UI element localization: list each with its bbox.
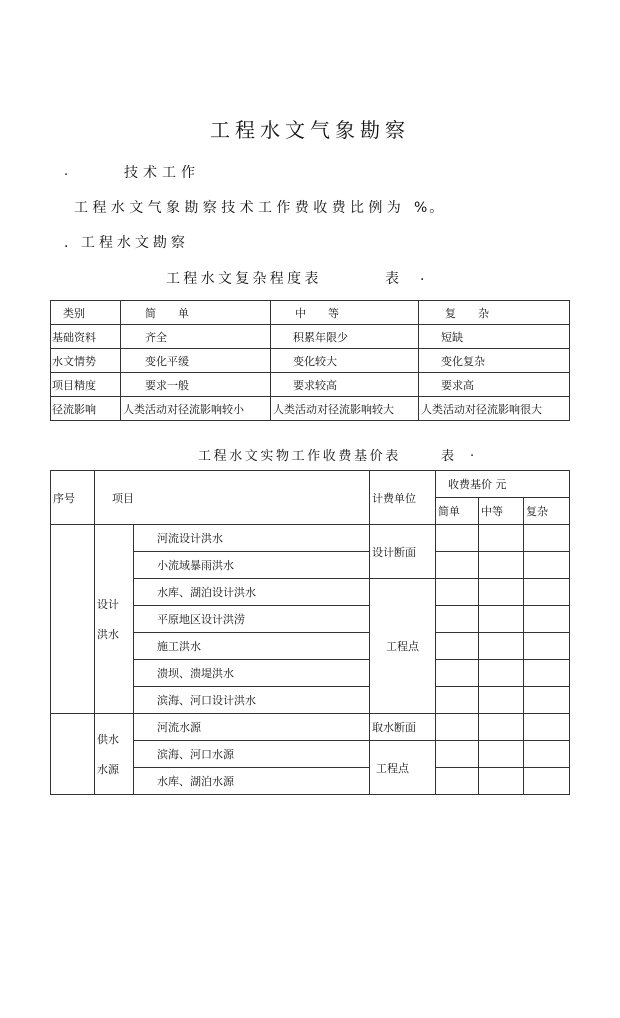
table1-caption: 工程水文复杂程度表	[166, 271, 322, 287]
header-level-medium: 中等	[479, 498, 524, 525]
table-cell: 人类活动对径流影响较大	[271, 397, 419, 421]
table-row	[51, 373, 570, 397]
table-cell: 取水断面	[370, 714, 436, 741]
table-cell	[524, 525, 570, 552]
table-cell: 径流影响	[51, 397, 121, 421]
table-row	[51, 397, 570, 421]
table2-caption-label: 表	[441, 449, 455, 464]
table-cell: 小流域暴雨洪水	[134, 552, 370, 579]
header-item: 项目	[95, 471, 370, 525]
table1-caption-number: .	[420, 268, 425, 284]
table-cell	[436, 579, 479, 606]
table-cell	[436, 768, 479, 795]
table-cell: 人类活动对径流影响很大	[419, 397, 570, 421]
table-cell: 工程点	[370, 579, 436, 714]
header-simple: 简 单	[121, 301, 271, 325]
group2-name-line2: 水源	[97, 763, 119, 776]
table-cell	[524, 552, 570, 579]
table-cell	[51, 525, 95, 714]
section1-heading: 技术工作	[124, 165, 200, 181]
header-seq: 序号	[51, 471, 95, 525]
table-cell	[524, 633, 570, 660]
group1-name-line1: 设计	[97, 598, 119, 611]
table-cell	[524, 660, 570, 687]
table-cell: 水库、湖泊设计洪水	[134, 579, 370, 606]
table-cell	[479, 525, 524, 552]
page-title: 工程水文气象勘察	[210, 118, 410, 142]
table-cell: 工程点	[370, 741, 436, 795]
table-cell: 平原地区设计洪涝	[134, 606, 370, 633]
table-row	[51, 714, 570, 741]
table1-caption-label: 表	[385, 271, 402, 287]
table2-caption: 工程水文实物工作收费基价表	[198, 449, 401, 464]
group2-name-line1: 供水	[97, 733, 119, 746]
header-complex: 复 杂	[419, 301, 570, 325]
table-cell	[479, 633, 524, 660]
table-cell	[524, 768, 570, 795]
table-cell: 短缺	[419, 325, 570, 349]
table-cell	[479, 714, 524, 741]
table-cell	[524, 606, 570, 633]
table-cell	[479, 552, 524, 579]
table-cell	[436, 714, 479, 741]
header-medium: 中 等	[271, 301, 419, 325]
table-cell: 要求高	[419, 373, 570, 397]
table-cell: 变化复杂	[419, 349, 570, 373]
table-cell	[479, 741, 524, 768]
table-cell: 基础资料	[51, 325, 121, 349]
header-unit: 计费单位	[370, 471, 436, 525]
table-cell: 滨海、河口水源	[134, 741, 370, 768]
table-cell: 要求一般	[121, 373, 271, 397]
complexity-table	[50, 300, 570, 421]
spacer	[97, 747, 133, 761]
table-cell	[436, 606, 479, 633]
table-cell	[436, 525, 479, 552]
table-cell	[479, 768, 524, 795]
table-cell: 人类活动对径流影响较小	[121, 397, 271, 421]
table-cell: 水库、湖泊水源	[134, 768, 370, 795]
table-cell: 溃坝、溃堤洪水	[134, 660, 370, 687]
table-cell	[51, 714, 95, 795]
group1-name	[95, 525, 134, 714]
header-base-price: 收费基价 元	[436, 471, 570, 498]
table-cell	[436, 687, 479, 714]
section1-number: .	[64, 164, 69, 179]
table-cell: 滨海、河口设计洪水	[134, 687, 370, 714]
table-cell	[524, 741, 570, 768]
table-cell	[524, 579, 570, 606]
table-row	[51, 525, 570, 552]
table-cell: 变化平缓	[121, 349, 271, 373]
table-cell: 齐全	[121, 325, 271, 349]
section2-heading: . 工程水文勘察	[64, 235, 189, 251]
table-cell: 施工洪水	[134, 633, 370, 660]
table-row	[51, 325, 570, 349]
base-price-table	[50, 470, 570, 795]
header-level-simple: 简单	[436, 498, 479, 525]
table-cell: 项目精度	[51, 373, 121, 397]
fee-ratio-paragraph: 工程水文气象勘察技术工作费收费比例为	[74, 200, 406, 216]
table-row	[51, 349, 570, 373]
fee-ratio-suffix: %。	[414, 200, 446, 216]
spacer	[97, 612, 133, 626]
table-cell: 河流水源	[134, 714, 370, 741]
table-cell	[436, 633, 479, 660]
table-cell	[479, 579, 524, 606]
table-cell: 设计断面	[370, 525, 436, 579]
table-cell	[524, 714, 570, 741]
header-category: 类别	[51, 301, 121, 325]
table-header-row	[51, 471, 570, 498]
table-cell	[479, 660, 524, 687]
table-cell	[479, 687, 524, 714]
table-cell: 水文情势	[51, 349, 121, 373]
table-cell	[479, 606, 524, 633]
table-cell	[436, 552, 479, 579]
header-level-complex: 复杂	[524, 498, 570, 525]
table-cell: 积累年限少	[271, 325, 419, 349]
table-cell	[436, 660, 479, 687]
table2-caption-number: .	[470, 445, 475, 460]
table-cell	[436, 741, 479, 768]
table-cell	[524, 687, 570, 714]
table-header-row	[51, 301, 570, 325]
group2-name	[95, 714, 134, 795]
group1-name-line2: 洪水	[97, 628, 119, 641]
table-cell: 变化较大	[271, 349, 419, 373]
table-cell: 河流设计洪水	[134, 525, 370, 552]
table-cell: 要求较高	[271, 373, 419, 397]
